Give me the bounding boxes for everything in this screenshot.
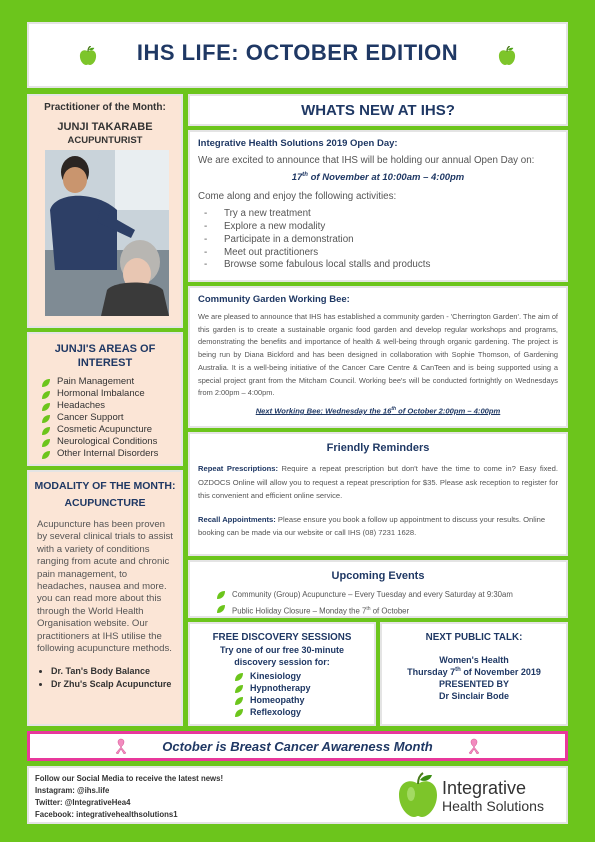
list-item-text: Participate in a demonstration bbox=[224, 233, 354, 245]
talk-topic: Women's Health bbox=[439, 655, 509, 665]
list-item bbox=[37, 448, 181, 460]
repeat-prescriptions-label: Repeat Prescriptions: bbox=[198, 464, 278, 473]
whats-new-panel bbox=[188, 94, 568, 126]
repeat-prescriptions-text: Require a repeat prescription but don't have the time to come in? Easy fixed. OZDOCS Online will allow you to request a repeat prescription for $35. Please ask reception to register for this convenient and efficient online service. bbox=[198, 464, 558, 500]
leaf-bullet-icon bbox=[41, 378, 51, 388]
list-item-text: Dr Zhu's Scalp Acupuncture bbox=[51, 679, 172, 690]
list-item-text: Hypnotherapy bbox=[250, 683, 311, 693]
leaf-bullet-icon bbox=[41, 450, 51, 460]
open-day-date bbox=[190, 172, 566, 183]
page-title: IHS LIFE: OCTOBER EDITION bbox=[136, 40, 459, 65]
list-item-text: Cancer Support bbox=[57, 412, 124, 423]
list-item bbox=[204, 247, 566, 260]
leaf-bullet-icon bbox=[234, 708, 244, 718]
practitioner-role: ACUPUNTURIST bbox=[67, 135, 143, 146]
modality-heading: MODALITY OF THE MONTH: bbox=[34, 480, 176, 492]
event-text-rest: of October bbox=[370, 606, 410, 616]
leaf-bullet-icon bbox=[41, 402, 51, 412]
list-item-text: Other Internal Disorders bbox=[57, 448, 159, 459]
list-item-text: Meet out practitioners bbox=[224, 246, 319, 258]
logo-apple-icon bbox=[398, 772, 438, 818]
whats-new-title: WHATS NEW AT IHS? bbox=[301, 102, 455, 119]
garden-panel bbox=[188, 286, 568, 428]
social-facebook[interactable]: Facebook: integrativehealthsolutions1 bbox=[35, 810, 178, 819]
garden-next bbox=[190, 406, 566, 416]
event-text: Community (Group) Acupuncture – Every Tuesday and every Saturday at 9:30am bbox=[232, 590, 513, 599]
recall-appointments bbox=[198, 513, 558, 540]
list-item-text: Homeopathy bbox=[250, 695, 305, 705]
leaf-bullet-icon bbox=[234, 696, 244, 706]
list-item-text: Headaches bbox=[57, 400, 106, 411]
list-item-text: Neurological Conditions bbox=[57, 436, 158, 447]
activities-intro: Come along and enjoy the following activities: bbox=[198, 191, 397, 203]
activities-list bbox=[204, 208, 566, 272]
leaf-bullet-icon bbox=[216, 590, 226, 600]
discovery-list bbox=[230, 670, 374, 718]
list-item bbox=[230, 682, 374, 694]
open-day-date-sup: th bbox=[302, 172, 308, 178]
garden-next-pre: Next Working Bee: Wednesday the 16 bbox=[255, 406, 392, 416]
list-item-text: Kinesiology bbox=[250, 671, 302, 681]
garden-next-sup: th bbox=[391, 405, 397, 412]
practitioner-photo bbox=[45, 150, 169, 316]
open-day-panel bbox=[188, 130, 568, 282]
areas-panel bbox=[27, 332, 183, 466]
practitioner-name: JUNJI TAKARABE bbox=[57, 121, 153, 133]
discovery-subtitle: Try one of our free 30-minute discovery session for: bbox=[219, 645, 345, 667]
list-item bbox=[37, 412, 181, 424]
reminders-panel bbox=[188, 432, 568, 556]
areas-heading: JUNJI'S AREAS OF INTEREST bbox=[54, 343, 156, 369]
leaf-bullet-icon bbox=[234, 672, 244, 682]
list-item bbox=[37, 400, 181, 412]
logo-line2: Health Solutions bbox=[442, 798, 544, 814]
pink-ribbon-icon bbox=[114, 738, 128, 754]
modality-panel bbox=[27, 470, 183, 726]
repeat-prescriptions bbox=[198, 462, 558, 503]
footer-panel bbox=[27, 766, 568, 824]
events-list bbox=[212, 588, 566, 619]
list-item bbox=[204, 208, 566, 221]
talk-date-post: of November 2019 bbox=[460, 667, 541, 677]
practitioner-panel bbox=[27, 94, 183, 328]
list-item bbox=[37, 376, 181, 388]
header-panel bbox=[27, 22, 568, 88]
discovery-panel bbox=[188, 622, 376, 726]
reminders-title: Friendly Reminders bbox=[326, 442, 430, 454]
recall-appointments-text: Please ensure you book a follow up appointment to discuss your results. Online booking can be made via our website or call IHS (08) 7231 1628. bbox=[198, 514, 546, 537]
social-follow: Follow our Social Media to receive the latest news! bbox=[35, 774, 224, 783]
event-item bbox=[212, 588, 566, 602]
open-day-intro: We are excited to announce that IHS will be holding our annual Open Day on: bbox=[198, 155, 535, 166]
talk-presenter: Dr Sinclair Bode bbox=[438, 691, 510, 701]
leaf-bullet-icon bbox=[216, 604, 226, 614]
list-item bbox=[230, 694, 374, 706]
logo-line1: Integrative bbox=[442, 778, 527, 798]
list-item bbox=[51, 678, 181, 691]
list-item bbox=[37, 436, 181, 448]
list-item-text: Cosmetic Acupuncture bbox=[57, 424, 153, 435]
events-title: Upcoming Events bbox=[331, 570, 425, 582]
talk-date-pre: Thursday 7 bbox=[407, 667, 456, 677]
list-item bbox=[204, 234, 566, 247]
events-panel bbox=[188, 560, 568, 618]
talk-presented-by: PRESENTED BY bbox=[438, 679, 509, 689]
methods-list bbox=[29, 665, 181, 691]
list-item-text: Pain Management bbox=[57, 376, 135, 387]
modality-body: Acupuncture has been proven by several clinical trials to assist with a variety of conditions ranging from acute and chronic pain management, to headaches, nausea and more. you can read more about this through the World Health Organisation website. Our practitioners at IHS utilise the following acupuncture methods. bbox=[37, 519, 173, 655]
areas-list bbox=[37, 376, 181, 460]
list-item bbox=[204, 259, 566, 272]
talk-panel bbox=[380, 622, 568, 726]
event-item bbox=[212, 602, 566, 619]
garden-body: We are pleased to announce that IHS has established a community garden - 'Cherrington Garden'. The aim of this garden is to create a sustainable organic food garden and develop regular workshops and programs, demonstrating the benefits and importance of health & well-being through organic gardening. The project is being run by Diana Bickford and has been designed in collaboration with Sophie Thomson, of Gardening Australia. It is a well-being initiative of the Cancer Care Centre & CanTeen and is being supported using a special project grant from the Mitcham Council. Working bee's will be conducted fortnightly on Wednesdays from 2:00pm – 4:00pm. bbox=[198, 312, 558, 398]
list-item bbox=[37, 424, 181, 436]
list-item-text: Hormonal Imbalance bbox=[57, 388, 145, 399]
open-day-date-day: 17 bbox=[291, 172, 303, 184]
talk-date-sup: th bbox=[455, 667, 461, 673]
awareness-banner bbox=[27, 731, 568, 761]
list-item bbox=[37, 388, 181, 400]
banner-text: October is Breast Cancer Awareness Month bbox=[162, 739, 433, 754]
modality-subheading: ACUPUNCTURE bbox=[64, 497, 146, 509]
practitioner-heading: Practitioner of the Month: bbox=[44, 102, 166, 113]
list-item-text: Explore a new modality bbox=[224, 220, 326, 232]
list-item bbox=[51, 665, 181, 678]
leaf-bullet-icon bbox=[234, 684, 244, 694]
recall-appointments-label: Recall Appointments: bbox=[198, 514, 276, 524]
list-item bbox=[230, 706, 374, 718]
company-logo bbox=[398, 772, 558, 820]
leaf-bullet-icon bbox=[41, 390, 51, 400]
list-item bbox=[204, 221, 566, 234]
leaf-bullet-icon bbox=[41, 426, 51, 436]
leaf-bullet-icon bbox=[41, 414, 51, 424]
list-item bbox=[230, 670, 374, 682]
social-twitter[interactable]: Twitter: @IntegrativeHea4 bbox=[35, 798, 131, 807]
pink-ribbon-icon bbox=[467, 738, 481, 754]
event-text: Public Holiday Closure – Monday the 7 bbox=[232, 606, 367, 616]
leaf-bullet-icon bbox=[41, 438, 51, 448]
discovery-title: FREE DISCOVERY SESSIONS bbox=[212, 632, 352, 643]
open-day-heading: Integrative Health Solutions 2019 Open Day: bbox=[198, 138, 398, 149]
garden-heading: Community Garden Working Bee: bbox=[198, 294, 350, 305]
list-item-text: Dr. Tan's Body Balance bbox=[51, 666, 151, 677]
green-apple-icon bbox=[498, 46, 516, 66]
list-item-text: Browse some fabulous local stalls and products bbox=[224, 259, 431, 271]
event-text-sup: th bbox=[366, 606, 371, 612]
open-day-date-rest: of November at 10:00am – 4:00pm bbox=[307, 172, 465, 184]
garden-next-post: of October 2:00pm – 4:00pm bbox=[396, 406, 501, 416]
list-item-text: Try a new treatment bbox=[224, 208, 311, 220]
social-instagram[interactable]: Instagram: @ihs.life bbox=[35, 786, 110, 795]
talk-date bbox=[382, 667, 566, 677]
list-item-text: Reflexology bbox=[250, 707, 302, 717]
talk-title: NEXT PUBLIC TALK: bbox=[425, 632, 523, 643]
